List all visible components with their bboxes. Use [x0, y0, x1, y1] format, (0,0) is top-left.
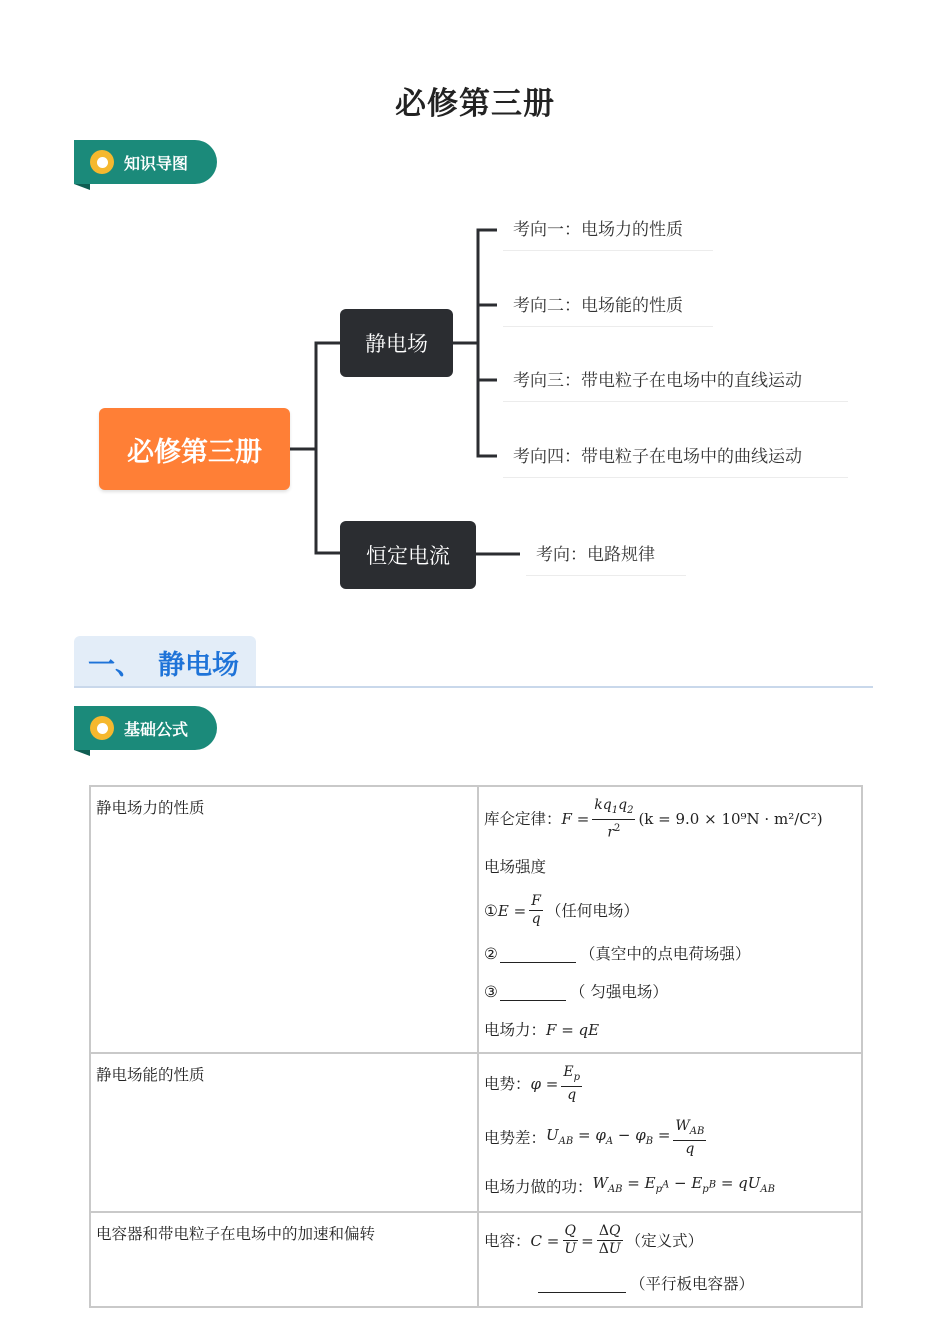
mindmap-leaf-2: 考向二：电场能的性质 [503, 286, 713, 327]
coulomb-constant: (k = 9.0 × 10⁹N · m²/C²) [638, 810, 823, 829]
formula-tag [74, 706, 217, 756]
blank-point-charge[interactable] [500, 946, 576, 963]
row-label-field-force: 静电场力的性质 [90, 786, 478, 1053]
mindmap-leaf-5: 考向：电路规律 [526, 535, 686, 576]
potential-line: 电势： φ = $\frac{E_p}{q}$ [484, 1064, 580, 1104]
field-strength-formula-1: ① E = $\frac{F}{q}$ （任何电场） [484, 893, 639, 928]
potential-difference-line: 电势差： $U_{AB} = \varphi_A - \varphi_B$ = $\frac{W_{AB}}{q}$ [484, 1118, 705, 1158]
section-number: 一、 [88, 649, 142, 681]
row-content-field-energy [478, 1053, 862, 1212]
blank-parallel-plate[interactable] [538, 1276, 626, 1293]
row-label-capacitor: 电容器和带电粒子在电场中的加速和偏转 [90, 1212, 478, 1307]
blank-uniform-field[interactable] [500, 984, 566, 1001]
mindmap-leaf-3: 考向三：带电粒子在电场中的直线运动 [503, 361, 848, 402]
mindmap-leaf-4: 考向四：带电粒子在电场中的曲线运动 [503, 437, 848, 478]
table-row [90, 786, 862, 1053]
formula-table [89, 785, 863, 1308]
mindmap-leaf-1: 考向一：电场力的性质 [503, 210, 713, 251]
coulomb-fraction: $\frac{kq_1q_2}{r^2}$ [594, 797, 634, 841]
mindmap-root: 必修第三册 [99, 408, 290, 490]
parallel-plate-line: （平行板电容器） [484, 1272, 856, 1296]
row-label-field-energy: 静电场能的性质 [90, 1053, 478, 1212]
row-content-field-force [478, 786, 862, 1053]
field-work-line: 电场力做的功： $W_{AB} = E_{p^A} - E_{p^B} = qU_{AB}$ [484, 1174, 775, 1196]
section-underline [74, 686, 873, 688]
mindmap-tag-label: 知识导图 [124, 153, 189, 173]
field-strength-formula-2: ② （真空中的点电荷场强） [484, 945, 751, 964]
coulomb-law-line: 库仑定律： F = $\frac{kq_1q_2}{r^2}$ (k = 9.0 × 10⁹N · m²/C²) [484, 797, 823, 841]
field-strength-label: 电场强度 [484, 858, 547, 877]
electric-force-line: 电场力： F = qE [484, 1021, 600, 1040]
table-row [90, 1053, 862, 1212]
page-title: 必修第三册 [395, 86, 555, 122]
mindmap-node-current: 恒定电流 [340, 521, 476, 589]
lightbulb-icon [90, 716, 114, 740]
formula-tag-label: 基础公式 [124, 719, 189, 739]
row-content-capacitor [478, 1212, 862, 1307]
field-strength-formula-3: ③ （ 匀强电场） [484, 983, 668, 1002]
section-heading [74, 636, 256, 688]
capacitance-line: 电容： C = $\frac{Q}{U}$ = $\frac{\Delta Q}{\Delta U}$ （定义式） [484, 1223, 704, 1258]
table-row [90, 1212, 862, 1307]
section-title: 静电场 [158, 649, 239, 681]
mindmap-node-electrostatic: 静电场 [340, 309, 453, 377]
